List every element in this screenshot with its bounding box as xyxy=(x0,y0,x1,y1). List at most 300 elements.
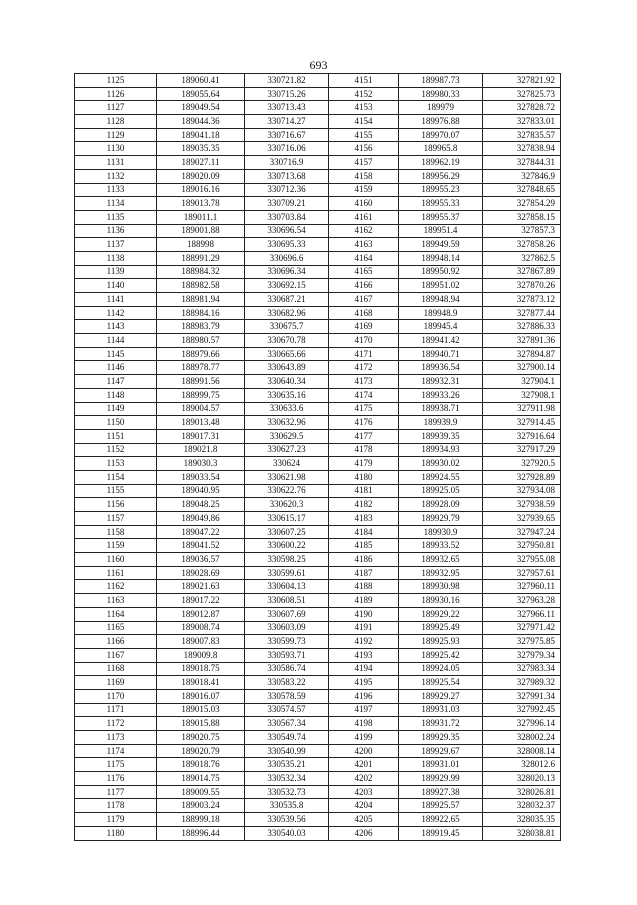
x-coord-right-cell: 189929.22 xyxy=(399,607,483,621)
x-coord-left-cell: 189017.22 xyxy=(157,594,245,608)
point-id-left-cell: 1129 xyxy=(75,128,157,142)
table-row xyxy=(75,279,561,293)
point-id-right-cell: 4173 xyxy=(329,375,399,389)
point-id-left-cell: 1157 xyxy=(75,512,157,526)
point-id-right-cell: 4152 xyxy=(329,87,399,101)
x-coord-left-cell: 188981.94 xyxy=(157,293,245,307)
x-coord-left-cell: 188996.44 xyxy=(157,826,245,840)
point-id-right-cell: 4161 xyxy=(329,210,399,224)
point-id-right-cell: 4177 xyxy=(329,429,399,443)
point-id-right-cell: 4197 xyxy=(329,703,399,717)
y-coord-left-cell: 330615.17 xyxy=(245,512,329,526)
point-id-left-cell: 1153 xyxy=(75,457,157,471)
table-row xyxy=(75,101,561,115)
x-coord-right-cell: 189925.57 xyxy=(399,799,483,813)
table-row xyxy=(75,115,561,129)
table-row xyxy=(75,662,561,676)
table-row xyxy=(75,210,561,224)
y-coord-left-cell: 330643.89 xyxy=(245,361,329,375)
x-coord-right-cell: 189965.8 xyxy=(399,142,483,156)
point-id-right-cell: 4193 xyxy=(329,648,399,662)
y-coord-left-cell: 330607.25 xyxy=(245,525,329,539)
table-row xyxy=(75,183,561,197)
x-coord-left-cell: 189044.36 xyxy=(157,115,245,129)
point-id-right-cell: 4170 xyxy=(329,334,399,348)
table-row xyxy=(75,128,561,142)
y-coord-right-cell: 327947.24 xyxy=(483,525,561,539)
point-id-right-cell: 4153 xyxy=(329,101,399,115)
y-coord-left-cell: 330715.26 xyxy=(245,87,329,101)
y-coord-right-cell: 327833.01 xyxy=(483,115,561,129)
x-coord-left-cell: 189013.48 xyxy=(157,416,245,430)
x-coord-right-cell: 189951.02 xyxy=(399,279,483,293)
point-id-left-cell: 1137 xyxy=(75,238,157,252)
x-coord-left-cell: 189015.03 xyxy=(157,703,245,717)
y-coord-left-cell: 330627.23 xyxy=(245,443,329,457)
point-id-left-cell: 1173 xyxy=(75,731,157,745)
point-id-left-cell: 1140 xyxy=(75,279,157,293)
table-row xyxy=(75,731,561,745)
x-coord-right-cell: 189948.14 xyxy=(399,251,483,265)
x-coord-right-cell: 189987.73 xyxy=(399,74,483,88)
table-row xyxy=(75,470,561,484)
x-coord-left-cell: 189007.83 xyxy=(157,635,245,649)
x-coord-left-cell: 189016.16 xyxy=(157,183,245,197)
table-row xyxy=(75,347,561,361)
table-row xyxy=(75,293,561,307)
point-id-right-cell: 4182 xyxy=(329,498,399,512)
point-id-left-cell: 1180 xyxy=(75,826,157,840)
point-id-right-cell: 4190 xyxy=(329,607,399,621)
point-id-right-cell: 4201 xyxy=(329,758,399,772)
point-id-left-cell: 1149 xyxy=(75,402,157,416)
y-coord-left-cell: 330713.68 xyxy=(245,169,329,183)
y-coord-left-cell: 330599.73 xyxy=(245,635,329,649)
y-coord-right-cell: 327904.1 xyxy=(483,375,561,389)
point-id-left-cell: 1145 xyxy=(75,347,157,361)
y-coord-right-cell: 327983.34 xyxy=(483,662,561,676)
y-coord-right-cell: 327877.44 xyxy=(483,306,561,320)
y-coord-right-cell: 327963.28 xyxy=(483,594,561,608)
y-coord-right-cell: 327960.11 xyxy=(483,580,561,594)
point-id-left-cell: 1169 xyxy=(75,676,157,690)
point-id-left-cell: 1179 xyxy=(75,813,157,827)
table-row xyxy=(75,717,561,731)
x-coord-right-cell: 189927.38 xyxy=(399,785,483,799)
x-coord-right-cell: 189930.98 xyxy=(399,580,483,594)
y-coord-left-cell: 330567.34 xyxy=(245,717,329,731)
table-row xyxy=(75,87,561,101)
point-id-right-cell: 4204 xyxy=(329,799,399,813)
x-coord-right-cell: 189948.94 xyxy=(399,293,483,307)
y-coord-right-cell: 327894.87 xyxy=(483,347,561,361)
point-id-left-cell: 1176 xyxy=(75,772,157,786)
y-coord-right-cell: 327835.57 xyxy=(483,128,561,142)
table-row xyxy=(75,320,561,334)
y-coord-right-cell: 327828.72 xyxy=(483,101,561,115)
y-coord-left-cell: 330540.03 xyxy=(245,826,329,840)
point-id-right-cell: 4181 xyxy=(329,484,399,498)
x-coord-right-cell: 189934.93 xyxy=(399,443,483,457)
y-coord-left-cell: 330665.66 xyxy=(245,347,329,361)
y-coord-right-cell: 327916.64 xyxy=(483,429,561,443)
point-id-right-cell: 4168 xyxy=(329,306,399,320)
x-coord-left-cell: 188980.57 xyxy=(157,334,245,348)
point-id-left-cell: 1135 xyxy=(75,210,157,224)
point-id-right-cell: 4191 xyxy=(329,621,399,635)
y-coord-left-cell: 330716.67 xyxy=(245,128,329,142)
table-row xyxy=(75,539,561,553)
x-coord-left-cell: 189048.25 xyxy=(157,498,245,512)
y-coord-left-cell: 330712.36 xyxy=(245,183,329,197)
y-coord-left-cell: 330713.43 xyxy=(245,101,329,115)
point-id-right-cell: 4155 xyxy=(329,128,399,142)
point-id-left-cell: 1162 xyxy=(75,580,157,594)
x-coord-right-cell: 189933.26 xyxy=(399,388,483,402)
table-row xyxy=(75,375,561,389)
x-coord-left-cell: 188991.29 xyxy=(157,251,245,265)
x-coord-right-cell: 189932.95 xyxy=(399,566,483,580)
x-coord-right-cell: 189925.93 xyxy=(399,635,483,649)
x-coord-left-cell: 189030.3 xyxy=(157,457,245,471)
point-id-left-cell: 1147 xyxy=(75,375,157,389)
point-id-left-cell: 1158 xyxy=(75,525,157,539)
y-coord-right-cell: 328002.24 xyxy=(483,731,561,745)
y-coord-right-cell: 327891.36 xyxy=(483,334,561,348)
table-row xyxy=(75,580,561,594)
table-row xyxy=(75,772,561,786)
point-id-left-cell: 1175 xyxy=(75,758,157,772)
y-coord-right-cell: 328035.35 xyxy=(483,813,561,827)
y-coord-right-cell: 327858.26 xyxy=(483,238,561,252)
y-coord-right-cell: 327911.98 xyxy=(483,402,561,416)
y-coord-left-cell: 330624 xyxy=(245,457,329,471)
point-id-right-cell: 4178 xyxy=(329,443,399,457)
y-coord-left-cell: 330714.27 xyxy=(245,115,329,129)
y-coord-left-cell: 330635.16 xyxy=(245,388,329,402)
point-id-right-cell: 4162 xyxy=(329,224,399,238)
point-id-right-cell: 4174 xyxy=(329,388,399,402)
point-id-right-cell: 4185 xyxy=(329,539,399,553)
y-coord-left-cell: 330703.84 xyxy=(245,210,329,224)
x-coord-left-cell: 189012.87 xyxy=(157,607,245,621)
table-row xyxy=(75,361,561,375)
y-coord-left-cell: 330692.15 xyxy=(245,279,329,293)
coordinate-table-body xyxy=(75,74,561,841)
y-coord-right-cell: 327914.45 xyxy=(483,416,561,430)
table-row xyxy=(75,744,561,758)
point-id-right-cell: 4158 xyxy=(329,169,399,183)
point-id-left-cell: 1161 xyxy=(75,566,157,580)
y-coord-left-cell: 330696.6 xyxy=(245,251,329,265)
point-id-left-cell: 1151 xyxy=(75,429,157,443)
x-coord-right-cell: 189928.09 xyxy=(399,498,483,512)
point-id-left-cell: 1168 xyxy=(75,662,157,676)
x-coord-left-cell: 189003.24 xyxy=(157,799,245,813)
x-coord-left-cell: 189018.41 xyxy=(157,676,245,690)
y-coord-left-cell: 330535.8 xyxy=(245,799,329,813)
table-row xyxy=(75,265,561,279)
x-coord-left-cell: 189020.09 xyxy=(157,169,245,183)
point-id-left-cell: 1146 xyxy=(75,361,157,375)
y-coord-left-cell: 330532.34 xyxy=(245,772,329,786)
y-coord-right-cell: 328012.6 xyxy=(483,758,561,772)
x-coord-left-cell: 188991.56 xyxy=(157,375,245,389)
table-row xyxy=(75,799,561,813)
y-coord-right-cell: 327938.59 xyxy=(483,498,561,512)
x-coord-left-cell: 189047.22 xyxy=(157,525,245,539)
y-coord-right-cell: 327991.34 xyxy=(483,689,561,703)
x-coord-right-cell: 189951.4 xyxy=(399,224,483,238)
x-coord-left-cell: 189009.8 xyxy=(157,648,245,662)
point-id-right-cell: 4199 xyxy=(329,731,399,745)
table-row xyxy=(75,402,561,416)
x-coord-left-cell: 189041.52 xyxy=(157,539,245,553)
y-coord-left-cell: 330599.61 xyxy=(245,566,329,580)
y-coord-left-cell: 330600.22 xyxy=(245,539,329,553)
x-coord-left-cell: 189004.57 xyxy=(157,402,245,416)
y-coord-right-cell: 327971.42 xyxy=(483,621,561,635)
table-row xyxy=(75,512,561,526)
point-id-left-cell: 1130 xyxy=(75,142,157,156)
table-row xyxy=(75,429,561,443)
x-coord-left-cell: 188999.75 xyxy=(157,388,245,402)
x-coord-right-cell: 189924.55 xyxy=(399,470,483,484)
x-coord-right-cell: 189929.67 xyxy=(399,744,483,758)
x-coord-left-cell: 189027.11 xyxy=(157,156,245,170)
point-id-left-cell: 1142 xyxy=(75,306,157,320)
y-coord-right-cell: 327848.65 xyxy=(483,183,561,197)
table-row xyxy=(75,703,561,717)
point-id-right-cell: 4183 xyxy=(329,512,399,526)
x-coord-right-cell: 189925.54 xyxy=(399,676,483,690)
y-coord-right-cell: 327928.89 xyxy=(483,470,561,484)
x-coord-right-cell: 189929.35 xyxy=(399,731,483,745)
point-id-left-cell: 1170 xyxy=(75,689,157,703)
x-coord-left-cell: 189036.57 xyxy=(157,553,245,567)
point-id-right-cell: 4196 xyxy=(329,689,399,703)
point-id-right-cell: 4156 xyxy=(329,142,399,156)
y-coord-right-cell: 327858.15 xyxy=(483,210,561,224)
y-coord-left-cell: 330603.09 xyxy=(245,621,329,635)
y-coord-left-cell: 330583.22 xyxy=(245,676,329,690)
x-coord-right-cell: 189922.65 xyxy=(399,813,483,827)
x-coord-left-cell: 189028.69 xyxy=(157,566,245,580)
point-id-right-cell: 4172 xyxy=(329,361,399,375)
table-row xyxy=(75,74,561,88)
point-id-right-cell: 4171 xyxy=(329,347,399,361)
y-coord-left-cell: 330608.51 xyxy=(245,594,329,608)
point-id-right-cell: 4154 xyxy=(329,115,399,129)
point-id-left-cell: 1156 xyxy=(75,498,157,512)
x-coord-right-cell: 189950.92 xyxy=(399,265,483,279)
point-id-right-cell: 4184 xyxy=(329,525,399,539)
page-number: 693 xyxy=(309,58,328,72)
table-row xyxy=(75,334,561,348)
x-coord-left-cell: 189049.54 xyxy=(157,101,245,115)
point-id-left-cell: 1131 xyxy=(75,156,157,170)
x-coord-right-cell: 189962.19 xyxy=(399,156,483,170)
y-coord-left-cell: 330632.96 xyxy=(245,416,329,430)
y-coord-left-cell: 330622.76 xyxy=(245,484,329,498)
x-coord-left-cell: 189011.1 xyxy=(157,210,245,224)
point-id-right-cell: 4206 xyxy=(329,826,399,840)
x-coord-right-cell: 189936.54 xyxy=(399,361,483,375)
point-id-left-cell: 1172 xyxy=(75,717,157,731)
y-coord-right-cell: 327992.45 xyxy=(483,703,561,717)
table-row xyxy=(75,457,561,471)
x-coord-left-cell: 188984.32 xyxy=(157,265,245,279)
x-coord-right-cell: 189945.4 xyxy=(399,320,483,334)
point-id-left-cell: 1136 xyxy=(75,224,157,238)
y-coord-right-cell: 327966.11 xyxy=(483,607,561,621)
point-id-right-cell: 4166 xyxy=(329,279,399,293)
x-coord-left-cell: 189021.63 xyxy=(157,580,245,594)
point-id-left-cell: 1141 xyxy=(75,293,157,307)
y-coord-right-cell: 327821.92 xyxy=(483,74,561,88)
y-coord-left-cell: 330532.73 xyxy=(245,785,329,799)
x-coord-left-cell: 189060.41 xyxy=(157,74,245,88)
y-coord-left-cell: 330640.34 xyxy=(245,375,329,389)
point-id-right-cell: 4157 xyxy=(329,156,399,170)
point-id-right-cell: 4175 xyxy=(329,402,399,416)
point-id-right-cell: 4176 xyxy=(329,416,399,430)
point-id-left-cell: 1128 xyxy=(75,115,157,129)
point-id-left-cell: 1164 xyxy=(75,607,157,621)
coordinate-table xyxy=(74,73,561,841)
point-id-right-cell: 4159 xyxy=(329,183,399,197)
x-coord-left-cell: 189009.55 xyxy=(157,785,245,799)
y-coord-left-cell: 330687.21 xyxy=(245,293,329,307)
x-coord-right-cell: 189931.01 xyxy=(399,758,483,772)
point-id-right-cell: 4187 xyxy=(329,566,399,580)
x-coord-right-cell: 189931.72 xyxy=(399,717,483,731)
point-id-left-cell: 1159 xyxy=(75,539,157,553)
y-coord-left-cell: 330604.13 xyxy=(245,580,329,594)
table-row xyxy=(75,251,561,265)
y-coord-left-cell: 330716.9 xyxy=(245,156,329,170)
x-coord-right-cell: 189925.42 xyxy=(399,648,483,662)
point-id-left-cell: 1152 xyxy=(75,443,157,457)
x-coord-left-cell: 189016.07 xyxy=(157,689,245,703)
x-coord-left-cell: 188999.18 xyxy=(157,813,245,827)
y-coord-right-cell: 328026.81 xyxy=(483,785,561,799)
y-coord-left-cell: 330633.6 xyxy=(245,402,329,416)
point-id-left-cell: 1167 xyxy=(75,648,157,662)
x-coord-right-cell: 189919.45 xyxy=(399,826,483,840)
x-coord-right-cell: 189939.35 xyxy=(399,429,483,443)
point-id-left-cell: 1132 xyxy=(75,169,157,183)
y-coord-left-cell: 330607.69 xyxy=(245,607,329,621)
point-id-right-cell: 4160 xyxy=(329,197,399,211)
x-coord-left-cell: 188978.77 xyxy=(157,361,245,375)
x-coord-right-cell: 189930.16 xyxy=(399,594,483,608)
x-coord-right-cell: 189955.37 xyxy=(399,210,483,224)
point-id-left-cell: 1133 xyxy=(75,183,157,197)
y-coord-left-cell: 330535.21 xyxy=(245,758,329,772)
table-row xyxy=(75,676,561,690)
table-row xyxy=(75,594,561,608)
x-coord-right-cell: 189932.31 xyxy=(399,375,483,389)
y-coord-left-cell: 330695.33 xyxy=(245,238,329,252)
x-coord-left-cell: 188982.58 xyxy=(157,279,245,293)
table-row xyxy=(75,566,561,580)
x-coord-right-cell: 189956.29 xyxy=(399,169,483,183)
point-id-left-cell: 1139 xyxy=(75,265,157,279)
x-coord-left-cell: 189018.76 xyxy=(157,758,245,772)
point-id-right-cell: 4194 xyxy=(329,662,399,676)
x-coord-left-cell: 189018.75 xyxy=(157,662,245,676)
table-row xyxy=(75,813,561,827)
y-coord-right-cell: 327989.32 xyxy=(483,676,561,690)
point-id-right-cell: 4203 xyxy=(329,785,399,799)
x-coord-right-cell: 189929.99 xyxy=(399,772,483,786)
x-coord-left-cell: 189015.88 xyxy=(157,717,245,731)
table-row xyxy=(75,388,561,402)
table-row xyxy=(75,785,561,799)
point-id-left-cell: 1166 xyxy=(75,635,157,649)
point-id-left-cell: 1165 xyxy=(75,621,157,635)
y-coord-left-cell: 330539.56 xyxy=(245,813,329,827)
y-coord-left-cell: 330675.7 xyxy=(245,320,329,334)
x-coord-left-cell: 189017.31 xyxy=(157,429,245,443)
table-row xyxy=(75,142,561,156)
point-id-right-cell: 4163 xyxy=(329,238,399,252)
point-id-left-cell: 1143 xyxy=(75,320,157,334)
point-id-left-cell: 1178 xyxy=(75,799,157,813)
x-coord-left-cell: 189013.78 xyxy=(157,197,245,211)
point-id-left-cell: 1174 xyxy=(75,744,157,758)
point-id-right-cell: 4164 xyxy=(329,251,399,265)
y-coord-right-cell: 327900.14 xyxy=(483,361,561,375)
y-coord-right-cell: 327844.31 xyxy=(483,156,561,170)
table-row xyxy=(75,169,561,183)
y-coord-right-cell: 328008.14 xyxy=(483,744,561,758)
y-coord-right-cell: 327920.5 xyxy=(483,457,561,471)
point-id-right-cell: 4205 xyxy=(329,813,399,827)
y-coord-left-cell: 330586.74 xyxy=(245,662,329,676)
x-coord-left-cell: 189020.79 xyxy=(157,744,245,758)
point-id-left-cell: 1125 xyxy=(75,74,157,88)
table-row xyxy=(75,224,561,238)
y-coord-left-cell: 330540.99 xyxy=(245,744,329,758)
x-coord-right-cell: 189929.27 xyxy=(399,689,483,703)
y-coord-left-cell: 330629.5 xyxy=(245,429,329,443)
table-row xyxy=(75,156,561,170)
x-coord-left-cell: 189014.75 xyxy=(157,772,245,786)
point-id-left-cell: 1154 xyxy=(75,470,157,484)
point-id-right-cell: 4192 xyxy=(329,635,399,649)
y-coord-right-cell: 327886.33 xyxy=(483,320,561,334)
point-id-right-cell: 4179 xyxy=(329,457,399,471)
x-coord-right-cell: 189955.33 xyxy=(399,197,483,211)
point-id-left-cell: 1160 xyxy=(75,553,157,567)
point-id-left-cell: 1144 xyxy=(75,334,157,348)
x-coord-right-cell: 189929.79 xyxy=(399,512,483,526)
y-coord-left-cell: 330670.78 xyxy=(245,334,329,348)
y-coord-right-cell: 327939.65 xyxy=(483,512,561,526)
y-coord-right-cell: 327846.9 xyxy=(483,169,561,183)
y-coord-right-cell: 327975.85 xyxy=(483,635,561,649)
x-coord-right-cell: 189932.65 xyxy=(399,553,483,567)
x-coord-right-cell: 189930.02 xyxy=(399,457,483,471)
table-row xyxy=(75,826,561,840)
y-coord-right-cell: 327854.29 xyxy=(483,197,561,211)
table-row xyxy=(75,416,561,430)
point-id-right-cell: 4198 xyxy=(329,717,399,731)
x-coord-left-cell: 189040.95 xyxy=(157,484,245,498)
y-coord-right-cell: 327955.08 xyxy=(483,553,561,567)
